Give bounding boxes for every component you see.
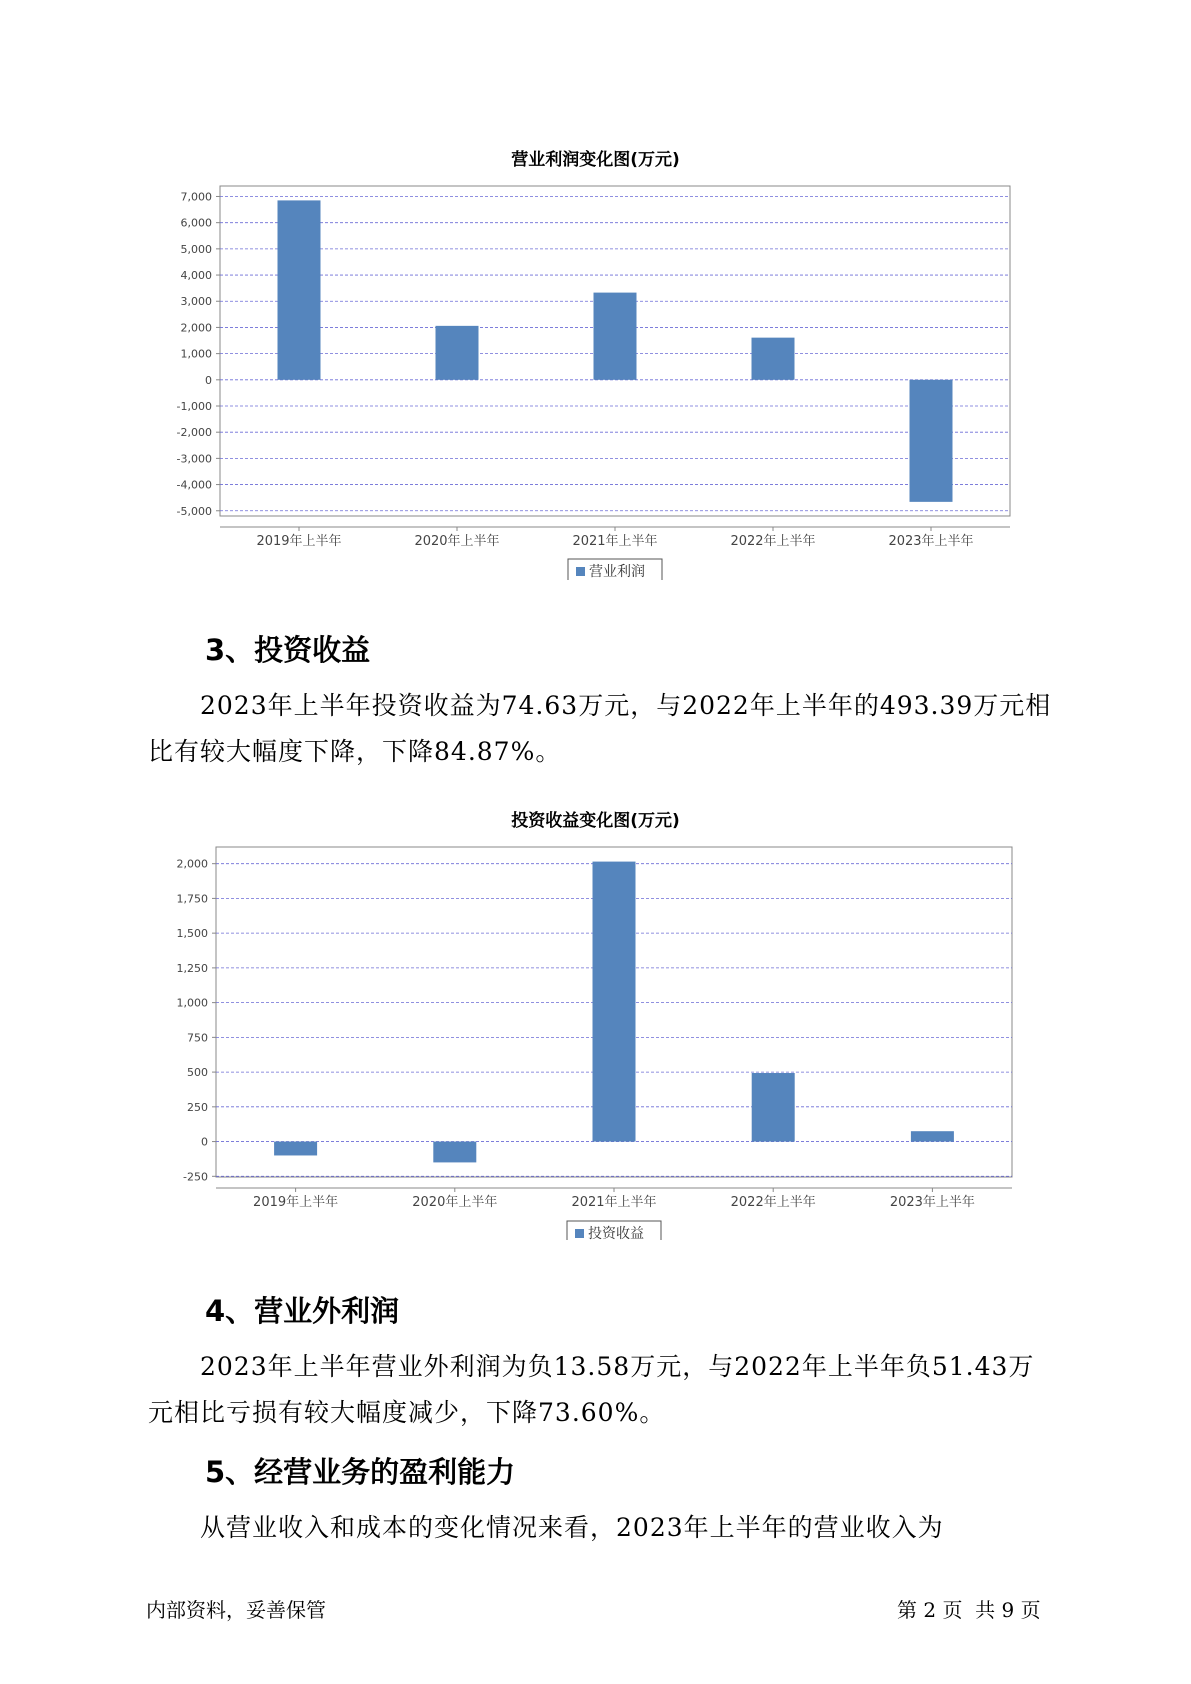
y-tick-label: 1,000 (176, 996, 208, 1010)
footer-page-number: 第 2 页 共 9 页 (897, 1598, 1041, 1622)
y-tick-label: 5,000 (180, 242, 212, 256)
investment-income-chart (0, 800, 1191, 1240)
legend-swatch (575, 1229, 584, 1238)
y-tick-label: 2,000 (180, 321, 212, 335)
x-tick-label: 2021年上半年 (571, 1195, 657, 1210)
y-tick-label: 7,000 (180, 190, 212, 204)
x-tick-label: 2023年上半年 (888, 534, 974, 549)
section-5-paragraph: 从营业收入和成本的变化情况来看，2023年上半年的营业收入为 (200, 1513, 944, 1542)
x-tick-label: 2021年上半年 (572, 534, 658, 549)
y-tick-label: 2,000 (176, 857, 208, 871)
y-tick-label: -250 (183, 1170, 208, 1184)
y-tick-label: 500 (187, 1066, 208, 1080)
section-4-heading: 4、营业外利润 (205, 1294, 400, 1328)
bar (911, 1131, 954, 1141)
y-tick-label: 1,750 (176, 892, 208, 906)
y-tick-label: 1,000 (180, 347, 212, 361)
bar (910, 380, 953, 502)
bar (752, 1073, 795, 1142)
chart1-title: 营业利润变化图(万元) (511, 150, 680, 170)
y-tick-label: 750 (187, 1031, 208, 1045)
y-tick-label: 1,250 (176, 961, 208, 975)
x-tick-label: 2019年上半年 (256, 534, 342, 549)
x-tick-label: 2020年上半年 (414, 534, 500, 549)
legend-label: 营业利润 (589, 564, 645, 580)
bar (593, 862, 636, 1142)
x-tick-label: 2019年上半年 (253, 1195, 339, 1210)
y-tick-label: 0 (205, 373, 212, 387)
y-tick-label: -4,000 (176, 478, 212, 492)
bar (752, 338, 795, 380)
bar (278, 200, 321, 379)
operating-profit-chart (0, 120, 1191, 580)
footer-confidential: 内部资料，妥善保管 (146, 1598, 326, 1622)
section-3-heading: 3、投资收益 (205, 633, 371, 667)
section-4-paragraph: 2023年上半年营业外利润为负13.58万元，与2022年上半年负51.43万 元相比亏损有较大幅度减少，下降73.60%。 (148, 1352, 1035, 1427)
y-tick-label: 0 (201, 1135, 208, 1149)
bar (274, 1142, 317, 1156)
x-tick-label: 2020年上半年 (412, 1195, 498, 1210)
y-tick-label: 6,000 (180, 216, 212, 230)
legend-label: 投资收益 (588, 1226, 644, 1240)
section-3-paragraph: 2023年上半年投资收益为74.63万元，与2022年上半年的493.39万元相 比有较大幅度下降，下降84.87%。 (148, 691, 1052, 766)
y-tick-label: 1,500 (176, 927, 208, 941)
y-tick-label: -1,000 (176, 400, 212, 413)
legend-swatch (576, 567, 585, 576)
bar (433, 1142, 476, 1163)
x-tick-label: 2023年上半年 (889, 1195, 975, 1210)
bar (436, 326, 479, 380)
y-tick-label: -2,000 (176, 426, 212, 440)
y-tick-label: 250 (187, 1100, 208, 1114)
y-tick-label: -5,000 (176, 504, 212, 518)
section-5-heading: 5、经营业务的盈利能力 (205, 1455, 516, 1489)
x-tick-label: 2022年上半年 (730, 534, 816, 549)
y-tick-label: 4,000 (180, 269, 212, 283)
y-tick-label: -3,000 (176, 452, 212, 466)
bar (594, 293, 637, 380)
y-tick-label: 3,000 (180, 295, 212, 309)
chart2-title: 投资收益变化图(万元) (511, 811, 680, 831)
x-tick-label: 2022年上半年 (730, 1195, 816, 1210)
